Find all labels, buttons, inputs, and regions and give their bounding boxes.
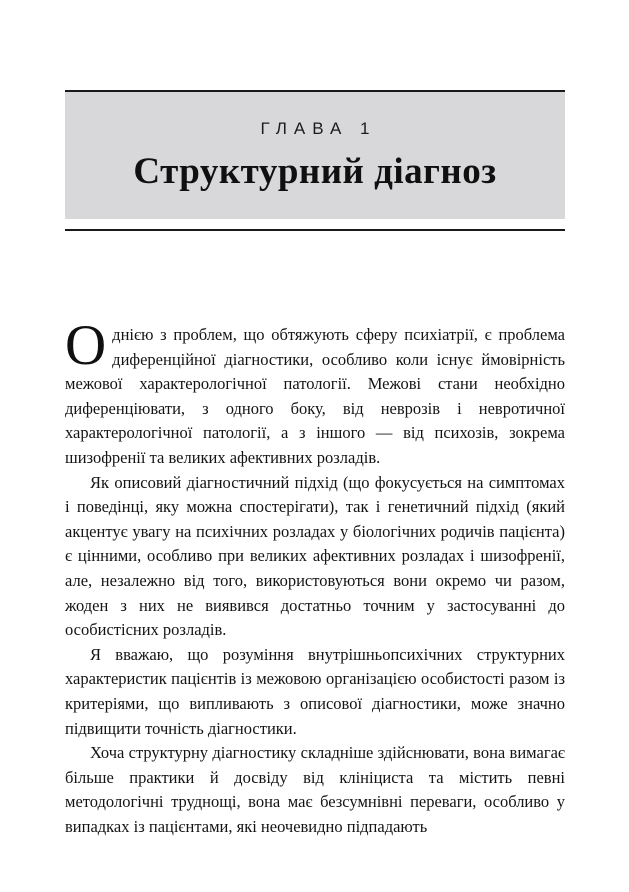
dropcap-letter: О bbox=[65, 314, 107, 377]
paragraph-1 bbox=[65, 314, 565, 471]
chapter-header bbox=[65, 92, 565, 219]
header-bottom-rule bbox=[65, 229, 565, 231]
body-text bbox=[65, 314, 565, 839]
chapter-title: Структурний діагноз bbox=[133, 151, 497, 192]
paragraph-3: Я вважаю, що розуміння внутрішньопсихічних структурних характеристик пацієнтів із межовою організацією особистості разом із критеріями, що випливають з описової діагностики, може значно підвищити точність діагностики. bbox=[65, 644, 565, 738]
paragraph-2: Як описовий діагностичний підхід (що фокусується на симптомах і поведінці, яку можна спостерігати), так і генетичний підхід (який акцентує увагу на психічних розладах у біологічних родичів пацієнта) є цінними, особливо при великих афективних розладах і шизофренії, але, незалежно від того, використовуються вони окремо чи разом, жоден з них не виявився достатньо точним у застосуванні до особистісних розладів. bbox=[65, 472, 565, 640]
chapter-number-label: ГЛАВА 1 bbox=[260, 119, 377, 138]
paragraph-1-text: днією з проблем, що обтяжують сферу психіатрії, є проблема диференційної діагностики, особливо коли існує ймовірність межової характерологічної патології. Межові стани необхідно диференціювати, з одного боку, від неврозів і невротичної характерологічної патології, а з іншого — від психозів, зокрема шизофренії та великих афективних розладів. bbox=[65, 325, 565, 467]
paragraph-4: Хоча структурну діагностику складніше здійснювати, вона вимагає більше практики й досвіду від клініциста та містить певні методологічні труднощі, вона має безсумнівні переваги, особливо у випадках із пацієнтами, які неочевидно підпадають bbox=[65, 743, 565, 836]
